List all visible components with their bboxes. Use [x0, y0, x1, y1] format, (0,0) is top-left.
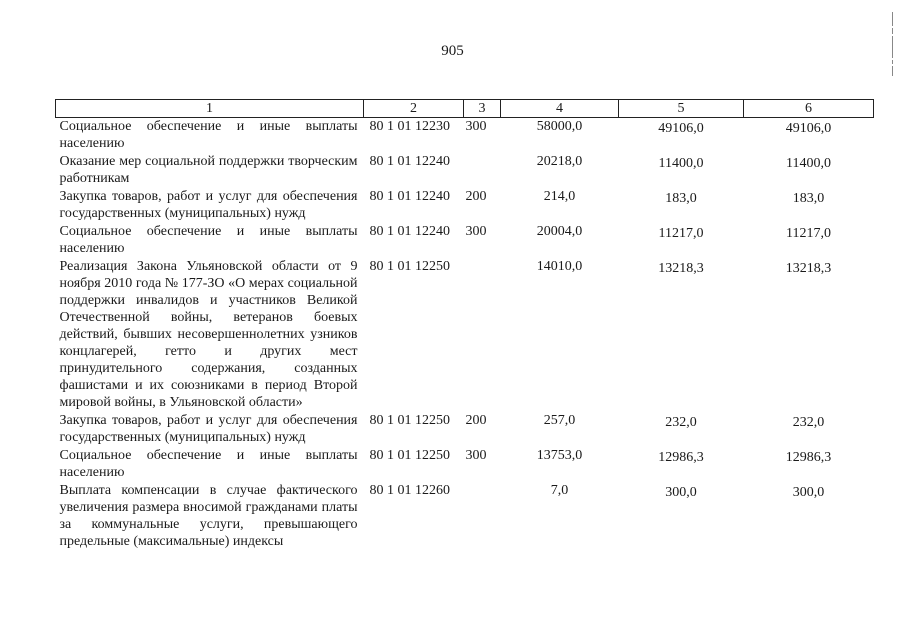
row-name: Реализация Закона Ульяновской области от 9 ноября 2010 года № 177-ЗО «О мерах социальной поддержки инвалидов и участников Великой Отечественной войны, ветеранов боевых действий, бывших несовершеннолетних узников концлагерей, гетто и других мест принудительного содержания, созданных фашистами и их союзниками в период Второй мировой войны, в Ульяновской области» — [59, 259, 358, 410]
row-type: 200 — [465, 413, 487, 428]
row-type — [464, 482, 501, 551]
row-value-col6: 11217,0 — [786, 226, 831, 241]
row-type: 300 — [465, 119, 487, 134]
row-value-col5: 12986,3 — [658, 450, 704, 465]
row-code: 80 1 01 12240 — [369, 189, 450, 204]
row-name: Социальное обеспечение и иные выплаты населению — [59, 224, 358, 256]
row-name: Выплата компенсации в случае фактического увеличения размера вносимой гражданами платы за коммунальные услуги, превышающего предельные (максимальные) индексы — [59, 483, 358, 549]
row-value-col6: 183,0 — [792, 191, 825, 206]
row-value-col4: 14010,0 — [536, 259, 583, 274]
row-value-col4: 20004,0 — [536, 224, 583, 239]
row-name: Закупка товаров, работ и услуг для обеспечения государственных (муниципальных) нужд — [59, 413, 358, 445]
header-col-6: 6 — [744, 100, 874, 118]
row-value-col5: 11400,0 — [658, 156, 704, 171]
budget-table — [55, 99, 874, 551]
table-row — [56, 412, 874, 447]
row-code: 80 1 01 12250 — [369, 259, 450, 274]
row-code: 80 1 01 12240 — [369, 224, 450, 239]
header-col-3: 3 — [464, 100, 501, 118]
table-row — [56, 223, 874, 258]
row-value-col5: 232,0 — [665, 415, 697, 430]
row-code: 80 1 01 12230 — [369, 119, 450, 134]
row-value-col5: 11217,0 — [658, 226, 704, 241]
row-value-col6: 300,0 — [792, 485, 825, 500]
row-value-col6: 11400,0 — [786, 156, 831, 171]
header-col-2: 2 — [364, 100, 464, 118]
row-code: 80 1 01 12250 — [369, 448, 450, 463]
row-code: 80 1 01 12240 — [369, 154, 450, 169]
row-value-col4: 20218,0 — [536, 154, 583, 169]
table-row — [56, 482, 874, 551]
row-value-col6: 12986,3 — [785, 450, 832, 465]
row-type: 200 — [465, 189, 487, 204]
row-type — [464, 153, 501, 188]
row-value-col5: 49106,0 — [658, 121, 704, 136]
row-code: 80 1 01 12260 — [369, 483, 450, 498]
header-row — [56, 100, 874, 118]
row-value-col4: 13753,0 — [536, 448, 583, 463]
table-row — [56, 153, 874, 188]
header-col-1: 1 — [56, 100, 364, 118]
table-row — [56, 258, 874, 412]
row-value-col5: 300,0 — [665, 485, 697, 500]
row-value-col6: 13218,3 — [785, 261, 832, 276]
row-name: Социальное обеспечение и иные выплаты населению — [59, 119, 358, 151]
row-value-col4: 7,0 — [550, 483, 569, 498]
row-type: 300 — [465, 448, 487, 463]
row-value-col5: 13218,3 — [658, 261, 704, 276]
row-value-col4: 257,0 — [543, 413, 576, 428]
row-value-col4: 214,0 — [543, 189, 576, 204]
table-row — [56, 118, 874, 154]
row-code: 80 1 01 12250 — [369, 413, 450, 428]
row-value-col6: 232,0 — [792, 415, 825, 430]
row-type — [464, 258, 501, 412]
row-type: 300 — [465, 224, 487, 239]
row-name: Закупка товаров, работ и услуг для обеспечения государственных (муниципальных) нужд — [59, 189, 358, 221]
row-value-col4: 58000,0 — [536, 119, 583, 134]
header-col-5: 5 — [619, 100, 744, 118]
header-col-4: 4 — [501, 100, 619, 118]
table-row — [56, 188, 874, 223]
row-name: Социальное обеспечение и иные выплаты населению — [59, 448, 358, 480]
table-row — [56, 447, 874, 482]
row-name: Оказание мер социальной поддержки творческим работникам — [59, 154, 358, 186]
page-number: 905 — [441, 43, 464, 59]
row-value-col6: 49106,0 — [785, 121, 832, 136]
scan-margin-marks — [887, 10, 897, 90]
row-value-col5: 183,0 — [665, 191, 697, 206]
